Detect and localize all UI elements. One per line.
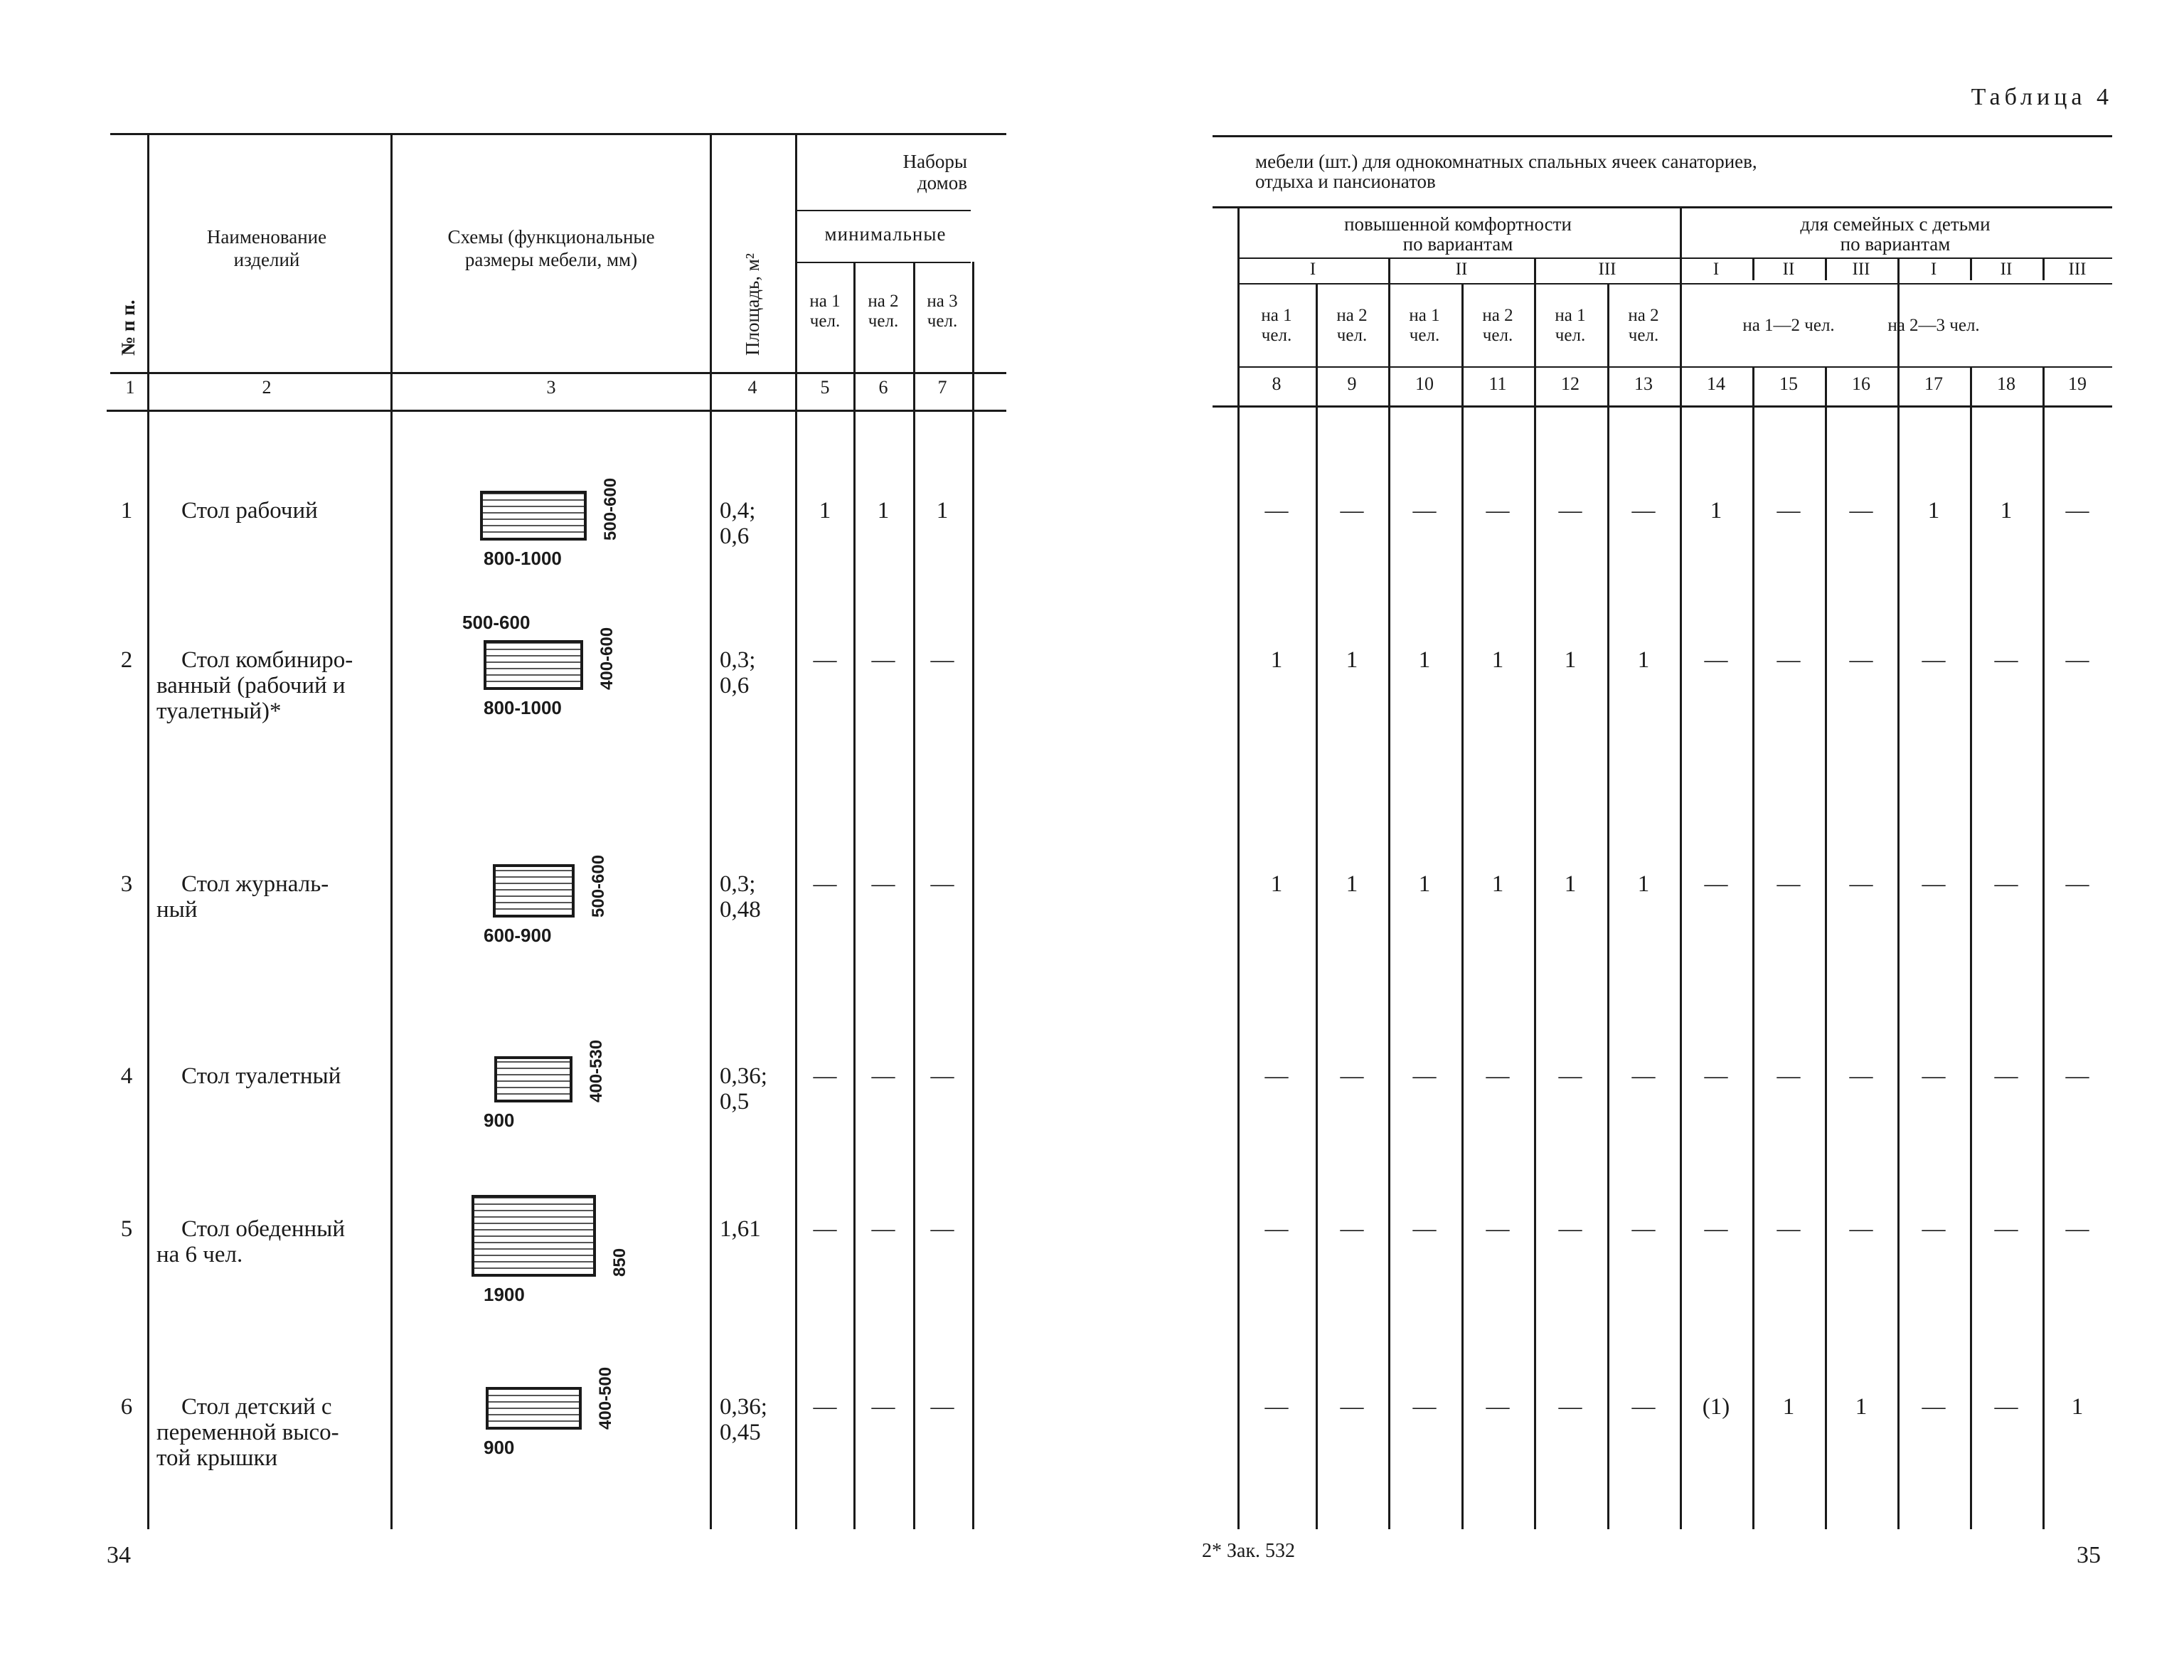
row-area: 0,3; <box>720 647 756 673</box>
comfort-sub: на 1 <box>1409 306 1440 325</box>
dim-width: 900 <box>484 1110 515 1131</box>
table-scheme-drawing <box>494 1056 572 1102</box>
minimal-cell: — <box>871 1063 895 1089</box>
set-cell: — <box>1412 1063 1437 1089</box>
row-name: ванный (рабочий и <box>156 673 346 698</box>
minimal-cell: — <box>813 1394 837 1420</box>
table-label: Таблица 4 <box>1971 84 2113 110</box>
col-num: 5 <box>820 377 830 398</box>
set-cell: — <box>1704 871 1728 897</box>
row-area: 0,48 <box>720 897 761 923</box>
min-col-1-b: чел. <box>809 312 841 331</box>
set-cell: — <box>1631 498 1656 523</box>
variant-label: III <box>1852 260 1870 279</box>
set-cell: — <box>1631 1063 1656 1089</box>
set-cell: — <box>1412 498 1437 523</box>
set-cell: 1 <box>1782 1394 1795 1420</box>
set-cell: — <box>1777 1063 1801 1089</box>
minimal-cell: — <box>930 1063 954 1089</box>
min-col-2-b: чел. <box>868 312 899 331</box>
col-num: 8 <box>1272 373 1282 394</box>
row-area: 0,5 <box>720 1089 750 1115</box>
set-cell: 1 <box>1855 1394 1868 1420</box>
header-scheme-2: размеры мебели, мм) <box>464 249 638 270</box>
header-family-2: по вариантам <box>1840 233 1951 255</box>
set-cell: 1 <box>1564 647 1577 673</box>
table-scheme-drawing <box>472 1195 596 1277</box>
row-area: 0,6 <box>720 673 750 698</box>
row-area: 1,61 <box>720 1216 761 1242</box>
col-num: 1 <box>125 377 135 398</box>
header-area: Площадь, м² <box>742 253 763 356</box>
set-cell: — <box>1994 647 2018 673</box>
set-cell: — <box>1486 498 1510 523</box>
comfort-sub: на 2 <box>1482 306 1513 325</box>
minimal-cell: 1 <box>819 498 831 523</box>
minimal-cell: — <box>813 1063 837 1089</box>
set-cell: 1 <box>1491 871 1504 897</box>
set-cell: — <box>1558 1063 1582 1089</box>
set-cell: — <box>1849 1216 1873 1242</box>
comfort-sub: на 2 <box>1336 306 1368 325</box>
row-name: туалетный)* <box>156 698 282 724</box>
set-cell: — <box>1849 498 1873 523</box>
minimal-cell: — <box>871 1216 895 1242</box>
row-name: ный <box>156 897 198 923</box>
set-cell: 1 <box>1637 647 1650 673</box>
row-name: на 6 чел. <box>156 1242 243 1267</box>
table-scheme-drawing <box>493 864 575 918</box>
set-cell: 1 <box>2071 1394 2084 1420</box>
col-num: 12 <box>1561 373 1580 394</box>
set-cell: — <box>1777 647 1801 673</box>
minimal-cell: — <box>930 647 954 673</box>
row-number: 4 <box>120 1063 133 1089</box>
set-cell: 1 <box>1270 647 1283 673</box>
col-num: 2 <box>262 377 272 398</box>
col-num: 17 <box>1924 373 1943 394</box>
col-num: 19 <box>2068 373 2087 394</box>
row-name: Стол обеденный <box>181 1216 346 1242</box>
dim-width: 1900 <box>484 1284 525 1305</box>
set-cell: (1) <box>1702 1394 1730 1420</box>
set-cell: — <box>2065 871 2089 897</box>
minimal-cell: — <box>871 647 895 673</box>
row-name: Стол детский с <box>181 1394 332 1420</box>
row-number: 6 <box>120 1394 133 1420</box>
header-name-1: Наименование <box>206 226 327 248</box>
col-num: 7 <box>937 377 947 398</box>
col-num: 18 <box>1997 373 2015 394</box>
row-area: 0,36; <box>720 1394 767 1420</box>
header-minimal: минимальные <box>824 223 947 245</box>
minimal-cell: 1 <box>936 498 949 523</box>
set-cell: — <box>1922 647 1946 673</box>
caption-line-2: отдыха и пансионатов <box>1255 171 1436 192</box>
set-cell: — <box>1486 1394 1510 1420</box>
min-col-1-a: на 1 <box>809 292 841 311</box>
dim-height: 400-600 <box>597 627 617 690</box>
header-sets-2: домов <box>917 172 967 193</box>
col-num: 14 <box>1707 373 1725 394</box>
dim-width-top: 500-600 <box>462 612 531 633</box>
dim-height: 400-500 <box>595 1366 615 1430</box>
comfort-sub: чел. <box>1261 326 1292 345</box>
row-name: Стол комбиниро- <box>181 647 353 673</box>
set-cell: — <box>1704 1216 1728 1242</box>
dim-height: 500-600 <box>601 477 620 541</box>
set-cell: — <box>1558 498 1582 523</box>
set-cell: — <box>1922 871 1946 897</box>
set-cell: — <box>1340 1394 1364 1420</box>
variant-label: II <box>1782 260 1795 279</box>
set-cell: — <box>1994 871 2018 897</box>
order-note: 2* Зак. 532 <box>1202 1540 1296 1562</box>
minimal-cell: — <box>813 1216 837 1242</box>
row-number: 5 <box>120 1216 133 1242</box>
row-name: Стол туалетный <box>181 1063 341 1089</box>
set-cell: 1 <box>2000 498 2013 523</box>
col-num: 10 <box>1415 373 1434 394</box>
variant-label: II <box>2000 260 2013 279</box>
set-cell: — <box>2065 1063 2089 1089</box>
variant-label: I <box>1930 260 1937 279</box>
table-scheme-drawing <box>486 1387 582 1430</box>
set-cell: — <box>1340 1216 1364 1242</box>
set-cell: — <box>1558 1394 1582 1420</box>
set-cell: 1 <box>1637 871 1650 897</box>
set-cell: — <box>1777 871 1801 897</box>
comfort-sub: чел. <box>1409 326 1440 345</box>
minimal-cell: — <box>930 871 954 897</box>
min-col-2-a: на 2 <box>868 292 899 311</box>
set-cell: — <box>1849 647 1873 673</box>
header-comfort-2: по вариантам <box>1402 233 1513 255</box>
set-cell: — <box>1340 1063 1364 1089</box>
variant-label: III <box>1598 260 1616 279</box>
variant-label: II <box>1455 260 1468 279</box>
set-cell: — <box>1922 1063 1946 1089</box>
variant-label: III <box>2068 260 2087 279</box>
set-cell: 1 <box>1491 647 1504 673</box>
col-num: 13 <box>1634 373 1653 394</box>
set-cell: — <box>1994 1063 2018 1089</box>
header-name-2: изделий <box>233 249 300 270</box>
set-cell: — <box>1849 1063 1873 1089</box>
dim-height: 850 <box>609 1248 629 1277</box>
set-cell: — <box>1631 1394 1656 1420</box>
set-cell: — <box>2065 647 2089 673</box>
row-name: Стол журналь- <box>181 871 329 897</box>
dim-height: 400-530 <box>587 1039 606 1102</box>
row-area: 0,3; <box>720 871 756 897</box>
comfort-sub: на 1 <box>1261 306 1292 325</box>
set-cell: — <box>1777 498 1801 523</box>
table-scheme-drawing <box>484 640 583 690</box>
header-sets-1: Наборы <box>902 151 967 172</box>
row-name: переменной высо- <box>156 1420 339 1445</box>
minimal-cell: — <box>871 871 895 897</box>
caption-line-1: мебели (шт.) для однокомнатных спальных ячеек санаториев, <box>1255 151 1757 172</box>
comfort-sub: чел. <box>1628 326 1659 345</box>
set-cell: 1 <box>1346 647 1358 673</box>
set-cell: — <box>1704 1063 1728 1089</box>
header-scheme-1: Схемы (функциональные <box>447 226 655 248</box>
row-area: 0,45 <box>720 1420 761 1445</box>
col-num: 3 <box>546 377 556 398</box>
family-sub-b: на 2—3 чел. <box>1887 316 1980 335</box>
dim-width: 900 <box>484 1437 515 1458</box>
variant-label: I <box>1309 260 1316 279</box>
comfort-sub: чел. <box>1482 326 1513 345</box>
row-area: 0,6 <box>720 523 750 549</box>
set-cell: 1 <box>1564 871 1577 897</box>
set-cell: — <box>1922 1394 1946 1420</box>
set-cell: — <box>2065 498 2089 523</box>
set-cell: — <box>1340 498 1364 523</box>
minimal-cell: 1 <box>877 498 890 523</box>
family-sub-a: на 1—2 чел. <box>1742 316 1835 335</box>
col-num: 9 <box>1347 373 1357 394</box>
page-number-left: 34 <box>107 1542 131 1568</box>
dim-width: 800-1000 <box>484 697 562 718</box>
comfort-sub: чел. <box>1336 326 1368 345</box>
row-number: 1 <box>120 498 133 523</box>
col-num: 6 <box>878 377 888 398</box>
set-cell: — <box>1264 1216 1289 1242</box>
header-family-1: для семейных с детьми <box>1800 213 1991 235</box>
set-cell: — <box>1777 1216 1801 1242</box>
set-cell: — <box>1994 1394 2018 1420</box>
page-number-right: 35 <box>2077 1542 2101 1568</box>
set-cell: — <box>1264 498 1289 523</box>
comfort-sub: чел. <box>1555 326 1586 345</box>
set-cell: — <box>1994 1216 2018 1242</box>
set-cell: 1 <box>1710 498 1722 523</box>
col-num: 11 <box>1488 373 1507 394</box>
variant-label: I <box>1712 260 1720 279</box>
header-no: № п п. <box>117 299 139 356</box>
col-num: 16 <box>1852 373 1870 394</box>
set-cell: 1 <box>1418 647 1431 673</box>
set-cell: — <box>1264 1063 1289 1089</box>
set-cell: — <box>1412 1394 1437 1420</box>
set-cell: — <box>1486 1216 1510 1242</box>
set-cell: 1 <box>1927 498 1940 523</box>
min-col-3-a: на 3 <box>927 292 958 311</box>
dim-width: 800-1000 <box>484 548 562 569</box>
set-cell: — <box>2065 1216 2089 1242</box>
set-cell: — <box>1922 1216 1946 1242</box>
minimal-cell: — <box>930 1394 954 1420</box>
minimal-cell: — <box>813 871 837 897</box>
set-cell: 1 <box>1418 871 1431 897</box>
set-cell: — <box>1558 1216 1582 1242</box>
dim-width: 600-900 <box>484 925 552 946</box>
minimal-cell: — <box>813 647 837 673</box>
set-cell: — <box>1631 1216 1656 1242</box>
set-cell: — <box>1264 1394 1289 1420</box>
col-num: 15 <box>1779 373 1798 394</box>
set-cell: 1 <box>1270 871 1283 897</box>
col-num: 4 <box>747 377 757 398</box>
set-cell: — <box>1704 647 1728 673</box>
table-scheme-drawing <box>480 491 587 541</box>
row-number: 3 <box>120 871 133 897</box>
min-col-3-b: чел. <box>927 312 958 331</box>
set-cell: — <box>1412 1216 1437 1242</box>
set-cell: — <box>1486 1063 1510 1089</box>
header-comfort-1: повышенной комфортности <box>1344 213 1572 235</box>
row-name: Стол рабочий <box>181 498 318 523</box>
row-number: 2 <box>120 647 133 673</box>
comfort-sub: на 1 <box>1555 306 1586 325</box>
dim-height: 500-600 <box>588 854 608 918</box>
row-area: 0,36; <box>720 1063 767 1089</box>
comfort-sub: на 2 <box>1628 306 1659 325</box>
minimal-cell: — <box>930 1216 954 1242</box>
row-area: 0,4; <box>720 498 756 523</box>
row-name: той крышки <box>156 1445 278 1471</box>
minimal-cell: — <box>871 1394 895 1420</box>
set-cell: — <box>1849 871 1873 897</box>
set-cell: 1 <box>1346 871 1358 897</box>
